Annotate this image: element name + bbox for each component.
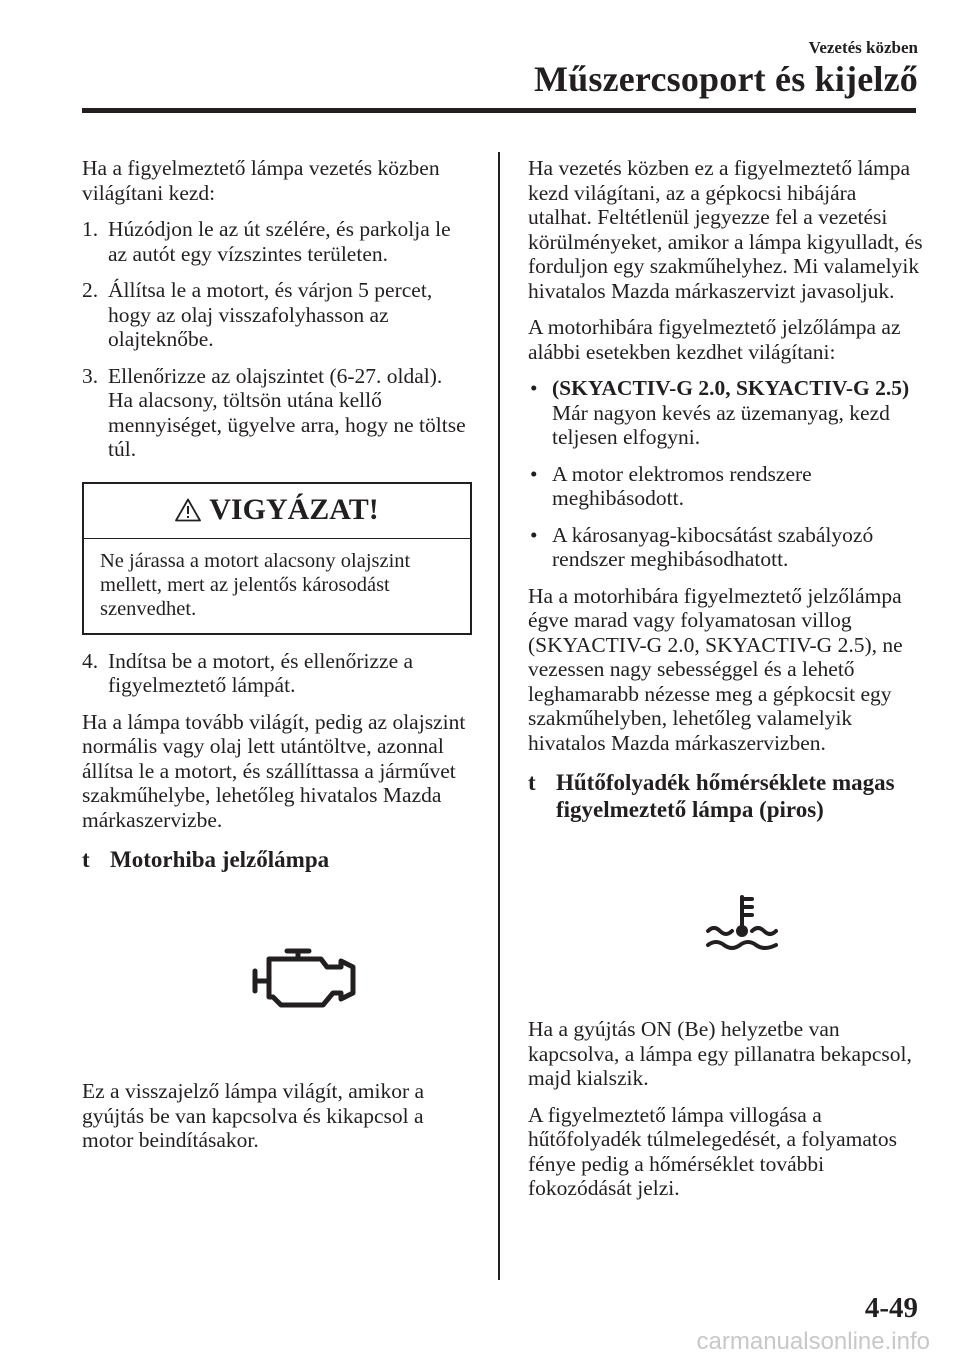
section-title: Hűtőfolyadék hőmérséklete magas figyelmeztető lámpa (piros)	[556, 770, 895, 822]
paragraph: A motorhibára figyelmeztető jelzőlámpa az alábbi esetekben kezdhet világítani:	[528, 315, 901, 364]
bullet-item	[528, 523, 923, 572]
step-list	[82, 217, 472, 462]
bullet-text: Már nagyon kevés az üzemanyag, kezd teljesen elfogyni.	[552, 400, 890, 449]
coolant-icon-wrap	[528, 893, 923, 955]
check-engine-icon	[251, 945, 361, 1011]
step-text: Indítsa be a motort, és ellenőrizze a figyelmeztető lámpát.	[108, 648, 414, 697]
coolant-temperature-icon	[704, 893, 780, 955]
bullet-dot: •	[530, 461, 538, 486]
step-number: 1.	[82, 217, 99, 241]
right-column	[528, 156, 923, 1213]
bullet-text: A károsanyag-kibocsátást szabályozó rendszer meghibásodhatott.	[552, 522, 874, 571]
step-text: Állítsa le a motort, és várjon 5 percet, hogy az olaj visszafolyhasson az olajteknőbe.	[108, 278, 433, 351]
section-title: Motorhiba jelzőlámpa	[110, 847, 330, 872]
caution-box	[82, 482, 472, 635]
warning-triangle-icon	[175, 498, 201, 522]
step-item	[82, 278, 472, 352]
caution-text: Ne járassa a motort alacsony olajszint mellett, mert az jelentős károsodást szenvedhet.	[100, 549, 411, 620]
bullet-list	[528, 376, 923, 572]
step-text: Ellenőrizze az olajszintet (6-27. oldal). Ha alacsony, töltsön utána kellő mennyiséget, ügyelve arra, hogy ne töltse túl.	[108, 363, 466, 461]
engine-icon-wrap	[82, 945, 472, 1011]
section-marker: t	[82, 847, 90, 872]
engine-lamp-description: Ez a visszajelző lámpa világít, amikor a gyújtás be van kapcsolva és kikapcsol a motor beindításakor.	[82, 1079, 425, 1152]
step-text: Húzódjon le az út szélére, és parkolja le az autót egy vízszintes területen.	[108, 217, 451, 266]
column-divider	[498, 152, 500, 1280]
caution-title: VIGYÁZAT!	[209, 492, 379, 526]
header-rule	[82, 108, 916, 113]
bullet-item	[528, 462, 923, 511]
step-number: 2.	[82, 278, 99, 302]
watermark: carmanualsonline.info	[696, 1328, 930, 1355]
paragraph: A figyelmeztető lámpa villogása a hűtőfolyadék túlmelegedését, a folyamatos fénye pedig a hőmérséklet további fokozódását jelzi.	[528, 1102, 897, 1200]
step-number: 4.	[82, 648, 99, 673]
left-column	[82, 156, 472, 1165]
step-number: 3.	[82, 363, 99, 388]
step-item	[82, 649, 472, 698]
intro-text: Ha a figyelmeztető lámpa vezetés közben világítani kezd:	[82, 156, 440, 205]
step-list-continued	[82, 649, 472, 698]
section-header: Vezetés közben	[808, 38, 918, 57]
paragraph: Ha a motorhibára figyelmeztető jelzőlámpa égve marad vagy folyamatosan villog (SKYACTIV-G 2.0, SKYACTIV-G 2.5), ne vezessen nagy sebességgel és a lehető leghamarabb nézesse meg a gépkocsit egy szakműhelyben, lehetőleg valamelyik hivatalos Mazda márkaszervizben.	[528, 583, 903, 755]
page-number: 4-49	[864, 1292, 918, 1324]
section-heading-coolant	[528, 769, 923, 823]
paragraph: Ha a gyújtás ON (Be) helyzetbe van kapcsolva, a lámpa egy pillanatra bekapcsol, majd kialszik.	[528, 1017, 912, 1090]
step-item	[82, 217, 472, 266]
caution-header	[84, 484, 470, 539]
bullet-dot: •	[530, 522, 538, 547]
after-steps-text: Ha a lámpa tovább világít, pedig az olajszint normális vagy olaj lett utántöltve, azonnal állítsa le a motort, és szállíttassa a járművet szakműhelybe, lehetőleg hivatalos Mazda márkaszervizbe.	[82, 709, 466, 832]
bullet-text: A motor elektromos rendszere meghibásodott.	[552, 461, 812, 510]
section-heading-engine	[82, 846, 472, 873]
paragraph: Ha vezetés közben ez a figyelmeztető lámpa kezd világítani, az a gépkocsi hibájára utalhat. Feltétlenül jegyezze fel a vezetési körülményeket, amikor a lámpa kigyulladt, és forduljon egy szakműhelyhez. Mi valamelyik hivatalos Mazda márkaszervizt javasoljuk.	[528, 156, 923, 303]
bullet-bold: (SKYACTIV-G 2.0, SKYACTIV-G 2.5)	[552, 376, 910, 400]
section-marker: t	[528, 770, 536, 795]
bullet-dot: •	[530, 376, 538, 400]
bullet-item	[528, 376, 923, 450]
page-title: Műszercsoport és kijelző	[533, 59, 918, 99]
step-item	[82, 364, 472, 462]
